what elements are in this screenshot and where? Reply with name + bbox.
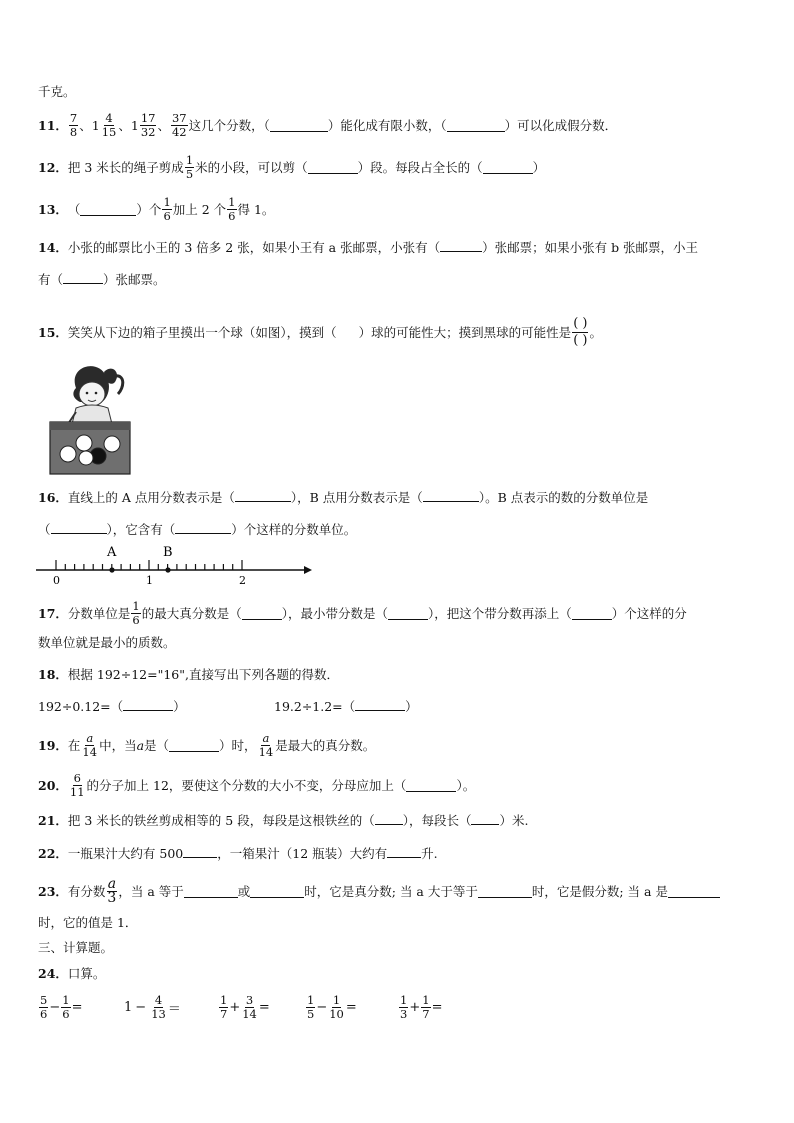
continuation-text: 千克。	[38, 84, 76, 99]
question-12: 12． 把 3 米长的绳子剪成 $\frac{1}{5}$ 米的小段，可以剪（ ）段。每段占全长的（ ）	[38, 153, 546, 181]
answer-blank[interactable]	[483, 161, 533, 174]
answer-blank[interactable]	[375, 812, 403, 825]
tick-label-1: 1	[146, 574, 153, 586]
answer-blank[interactable]	[175, 521, 231, 534]
answer-blank[interactable]	[63, 271, 103, 284]
answer-blank[interactable]	[668, 885, 720, 898]
answer-blank[interactable]	[308, 161, 358, 174]
question-number: 11．	[38, 117, 68, 133]
section-heading: 三、计算题。	[38, 940, 114, 955]
answer-blank[interactable]	[235, 489, 291, 502]
answer-blank[interactable]	[123, 698, 173, 711]
answer-blank[interactable]	[572, 607, 612, 620]
mental-calc-5: $\frac{1}{3}$ + $\frac{1}{7}$ =	[400, 993, 443, 1021]
question-13: 13． （ ）个 $\frac{1}{6}$ 加上 2 个 $\frac{1}{6}$ 得 1。	[38, 195, 275, 223]
answer-blank[interactable]	[355, 698, 405, 711]
question-18-expr-2: 19.2÷1.2=（ ）	[274, 699, 418, 714]
answer-blank[interactable]	[80, 203, 136, 216]
answer-blank[interactable]	[440, 239, 482, 252]
question-18-expr-1: 192÷0.12=（ ）	[38, 699, 186, 714]
question-20: 20． $\frac{6}{11}$ 的分子加上 12，要使这个分数的大小不变，分母应加上（ ）。	[38, 771, 476, 799]
answer-blank[interactable]	[183, 845, 217, 858]
answer-blank[interactable]	[387, 845, 421, 858]
number-line	[36, 540, 316, 586]
label-a: A	[107, 545, 117, 560]
probability-fraction[interactable]: $\frac{( )}{( )}$	[573, 316, 588, 348]
answer-blank[interactable]	[478, 885, 532, 898]
fraction-1-5: $\frac{1}{5}$	[185, 153, 194, 181]
question-21: 21．把 3 米长的铁丝剪成相等的 5 段，每段是这根铁丝的（ ），每段长（ ）米.	[38, 813, 529, 828]
answer-blank[interactable]	[447, 119, 505, 132]
mental-calc-4: $\frac{1}{5}$ − $\frac{1}{10}$ =	[307, 993, 357, 1021]
question-14-line-2: 有（ ）张邮票。	[38, 272, 166, 287]
answer-blank[interactable]	[51, 521, 107, 534]
question-11: 11． $\frac{7}{8}$ 、 1 $\frac{4}{15}$ 、 1 $\frac{17}{32}$ 、 $\frac{37}{42}$ 这几个分数，（ ）能化成有限小数，（ ）可以化成假分数．	[38, 111, 618, 139]
answer-blank[interactable]	[270, 119, 328, 132]
label-b: B	[163, 545, 173, 560]
tick-label-0: 0	[53, 574, 60, 586]
question-16-line-2: （ ），它含有（ ）个这样的分数单位。	[38, 522, 357, 537]
mental-calc-1: $\frac{5}{6}$ − $\frac{1}{6}$ =	[40, 993, 83, 1021]
question-14-line-1: 14．小张的邮票比小王的 3 倍多 2 张，如果小王有 a 张邮票，小张有（ ）张邮票；如果小张有 b 张邮票，小王	[38, 240, 699, 255]
question-22: 22．一瓶果汁大约有 500 ，一箱果汁（12 瓶装）大约有 升.	[38, 846, 438, 861]
answer-blank[interactable]	[250, 885, 304, 898]
point-b	[165, 567, 170, 572]
mixed-number-1: 1 $\frac{4}{15}$	[91, 111, 117, 139]
answer-blank[interactable]	[423, 489, 479, 502]
mental-calc-3: $\frac{1}{7}$ + $\frac{3}{14}$ =	[220, 993, 270, 1021]
question-18: 18．根据 192÷12="16",直接写出下列各题的得数．	[38, 667, 339, 682]
answer-blank[interactable]	[169, 739, 219, 752]
point-a	[109, 567, 114, 572]
question-17-line-1: 17． 分数单位是 $\frac{1}{6}$ 的最大真分数是（ ），最小带分数是（ ），把这个带分数再添上（ ）个这样的分	[38, 599, 687, 627]
question-23-line-2: 时，它的值是 1．	[38, 915, 138, 930]
answer-blank[interactable]	[242, 607, 282, 620]
answer-blank[interactable]	[184, 885, 238, 898]
fraction-37-42: $\frac{37}{42}$	[171, 111, 187, 139]
girl-with-ball-box-illustration	[46, 358, 136, 478]
question-15: 15． 笑笑从下边的箱子里摸出一个球（如图），摸到（ ）球的可能性大；摸到黑球的可能性是 $\frac{( )}{( )}$ 。	[38, 316, 602, 348]
fraction-7-8: $\frac{7}{8}$	[69, 111, 78, 139]
question-17-line-2: 数单位就是最小的质数。	[38, 635, 176, 650]
answer-blank[interactable]	[388, 607, 428, 620]
question-23-line-1: 23． 有分数 $\frac{a}{3}$ ，当 a 等于 或 时，它是真分数; 当 a 大于等于 时，它是假分数; 当 a 是	[38, 878, 720, 905]
question-19: 19． 在 $\frac{a}{14}$ 中，当 a 是（ ）时， $\frac{a}{14}$ 是最大的真分数。	[38, 731, 376, 759]
answer-blank[interactable]	[406, 779, 456, 792]
tick-label-2: 2	[239, 574, 246, 586]
answer-blank[interactable]	[471, 812, 499, 825]
question-24: 24．口算。	[38, 966, 106, 981]
mental-calc-2: 1 − $\frac{4}{13}$ ＝	[124, 993, 181, 1021]
mixed-number-2: 1 $\frac{17}{32}$	[130, 111, 156, 139]
question-16-line-1: 16．直线上的 A 点用分数表示是（ ），B 点用分数表示是（ ）。B 点表示的数的分数单位是	[38, 490, 649, 505]
